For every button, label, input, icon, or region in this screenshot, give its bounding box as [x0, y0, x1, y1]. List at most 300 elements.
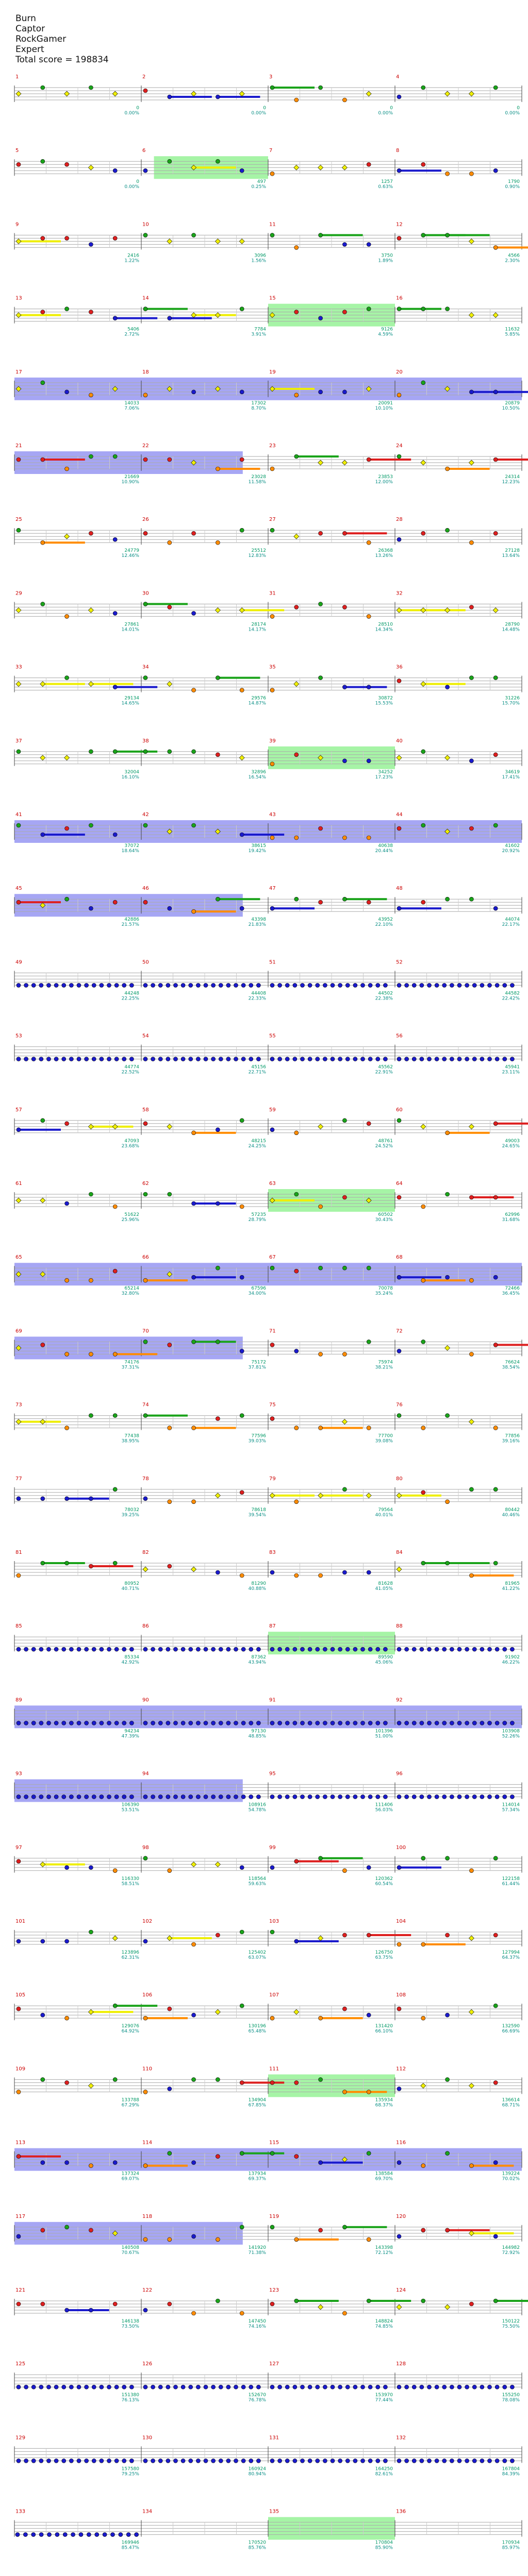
note-gem: [469, 1352, 473, 1356]
measure-score: 11632: [505, 327, 520, 332]
note-gem: [435, 983, 439, 987]
note-gem: [41, 1939, 45, 1943]
note-gem: [480, 983, 484, 987]
note-gem: [65, 614, 69, 618]
note-gem: [405, 1721, 409, 1725]
note-gem: [446, 307, 450, 311]
note-gem: [189, 1057, 193, 1061]
note-gem: [427, 1795, 432, 1799]
note-gem: [342, 2007, 346, 2011]
measure-score-percent: 24.65%: [502, 1143, 520, 1149]
staff-row: [14, 1992, 522, 2034]
measure-number: 86: [142, 1623, 149, 1630]
measure-score: 62996: [505, 1212, 520, 1217]
note-gem: [114, 1057, 119, 1061]
note-gem: [294, 310, 299, 314]
measure-score: 60502: [378, 1212, 393, 1217]
measure-score-percent: 22.38%: [375, 996, 393, 1002]
measure-score: 28510: [378, 622, 393, 628]
measure-number: 122: [142, 2287, 153, 2293]
note-gem: [89, 242, 93, 246]
note-gem: [168, 1500, 172, 1504]
note-gem: [143, 1122, 147, 1126]
note-gem: [92, 1057, 96, 1061]
staff-row: [14, 1181, 522, 1223]
note-gem: [294, 605, 299, 609]
note-gem: [338, 1057, 342, 1061]
note-gem: [234, 2385, 238, 2389]
sustain-tail: [115, 686, 157, 688]
measure-score: 20091: [378, 400, 393, 406]
note-gem: [192, 611, 196, 615]
note-gem: [240, 390, 244, 394]
note-gem: [65, 2308, 69, 2312]
note-gem: [323, 2459, 327, 2463]
sustain-tail: [194, 1202, 236, 1205]
note-gem: [168, 1426, 172, 1430]
note-gem: [143, 1192, 147, 1196]
note-gem: [367, 1426, 371, 1430]
note-gem: [278, 2459, 282, 2463]
measure-score: 147450: [248, 2319, 266, 2324]
measure-number: 131: [269, 2435, 279, 2441]
note-gem: [41, 1118, 45, 1123]
note-gem: [92, 2459, 96, 2463]
measure-number: 21: [15, 443, 22, 449]
sustain-tail: [115, 751, 157, 753]
measure-score: 38615: [251, 843, 266, 849]
note-gem: [65, 2016, 69, 2020]
measure-score-percent: 40.01%: [375, 1512, 393, 1518]
measure-number: 116: [396, 2140, 406, 2146]
note-gem: [192, 233, 196, 237]
note-gem: [278, 1057, 282, 1061]
note-yellow: [421, 607, 426, 613]
note-gem: [353, 1057, 357, 1061]
note-gem: [122, 1057, 126, 1061]
note-gem: [92, 1721, 96, 1725]
sustain-tail: [194, 1276, 236, 1278]
note-gem: [192, 1201, 196, 1206]
note-gem: [192, 1500, 196, 1504]
note-gem: [256, 1057, 260, 1061]
measure-score: 44774: [124, 1064, 139, 1070]
note-gem: [143, 457, 147, 462]
note-gem: [421, 381, 425, 385]
sustain-tail: [218, 468, 260, 470]
note-gem: [241, 2459, 245, 2463]
measure-number: 8: [396, 148, 400, 154]
note-blue: [111, 2533, 115, 2537]
note-gem: [397, 307, 401, 311]
measure-score: 25512: [251, 548, 266, 554]
note-gem: [331, 2385, 335, 2389]
note-gem: [278, 1647, 282, 1651]
note-gem: [240, 2225, 244, 2229]
note-gem: [143, 1647, 147, 1651]
note-gem: [323, 1795, 327, 1799]
note-gem: [174, 1647, 178, 1651]
measure-score: 9126: [381, 327, 393, 332]
note-gem: [319, 676, 323, 680]
note-gem: [189, 1795, 193, 1799]
note-gem: [62, 2385, 66, 2389]
note-yellow: [112, 91, 118, 96]
note-gem: [308, 1647, 312, 1651]
note-gem: [41, 159, 45, 163]
measure-number: 108: [396, 1992, 406, 1998]
note-gem: [151, 2459, 155, 2463]
note-gem: [69, 1721, 73, 1725]
note-gem: [469, 390, 473, 394]
note-gem: [421, 1278, 425, 1282]
note-gem: [240, 2311, 244, 2315]
note-gem: [421, 750, 425, 754]
measure-score-percent: 0.00%: [124, 184, 139, 190]
measure-score-percent: 28.79%: [248, 1217, 266, 1223]
measure-number: 34: [142, 664, 149, 670]
note-gem: [397, 679, 401, 683]
measure-number: 74: [142, 1402, 149, 1408]
note-gem: [100, 2385, 104, 2389]
song-instrument: RockGamer: [15, 34, 67, 44]
measure-score: 76624: [505, 1360, 520, 1365]
note-yellow: [469, 1419, 474, 1425]
note-gem: [100, 2459, 104, 2463]
note-gem: [181, 1721, 185, 1725]
sustain-tail: [423, 1943, 466, 1945]
note-gem: [488, 2385, 492, 2389]
measure-score-percent: 10.50%: [502, 405, 520, 411]
staff-row: [14, 1550, 522, 1591]
measure-score-percent: 38.54%: [502, 1365, 520, 1370]
measure-number: 65: [15, 1255, 22, 1261]
measure-score-percent: 61.44%: [502, 1881, 520, 1887]
measure-score-percent: 11.58%: [248, 480, 266, 485]
note-gem: [285, 1647, 289, 1651]
note-gem: [488, 2459, 492, 2463]
note-gem: [100, 1721, 104, 1725]
note-gem: [421, 1942, 425, 1946]
note-gem: [77, 2385, 81, 2389]
note-gem: [192, 1340, 196, 1344]
note-gem: [308, 983, 312, 987]
note-gem: [89, 2164, 93, 2168]
note-gem: [234, 1721, 238, 1725]
note-gem: [368, 2385, 372, 2389]
note-gem: [397, 1118, 401, 1123]
note-gem: [294, 753, 299, 757]
note-gem: [211, 2385, 216, 2389]
note-gem: [323, 1721, 327, 1725]
note-gem: [270, 2151, 274, 2156]
note-gem: [89, 1564, 93, 1568]
note-gem: [405, 983, 409, 987]
note-gem: [241, 1795, 245, 1799]
note-gem: [216, 1570, 220, 1574]
note-gem: [376, 1721, 380, 1725]
note-gem: [397, 2161, 401, 2165]
note-gem: [256, 2385, 260, 2389]
note-gem: [308, 1795, 312, 1799]
note-gem: [143, 2308, 147, 2312]
note-gem: [89, 1192, 93, 1196]
note-yellow: [239, 755, 244, 760]
note-gem: [510, 983, 514, 987]
note-gem: [129, 1647, 134, 1651]
note-gem: [294, 836, 299, 840]
note-gem: [342, 836, 346, 840]
note-gem: [493, 753, 498, 757]
note-gem: [143, 1057, 147, 1061]
measure-score: 23028: [251, 474, 266, 480]
note-gem: [397, 2385, 401, 2389]
note-gem: [143, 1795, 147, 1799]
note-gem: [469, 1487, 473, 1492]
note-gem: [421, 900, 425, 904]
staff-row: [14, 590, 522, 632]
total-score: Total score = 198834: [15, 55, 109, 65]
measure-score: 111406: [375, 1802, 393, 1808]
note-gem: [342, 1933, 346, 1937]
note-gem: [397, 2459, 401, 2463]
note-gem: [168, 95, 172, 99]
measure-score: 72466: [505, 1286, 520, 1292]
note-gem: [367, 836, 371, 840]
note-gem: [472, 983, 476, 987]
note-gem: [301, 1057, 305, 1061]
note-yellow: [40, 682, 45, 687]
note-gem: [143, 2090, 147, 2094]
note-gem: [323, 1647, 327, 1651]
note-gem: [412, 1057, 416, 1061]
note-gem: [323, 2385, 327, 2389]
sustain-tail: [448, 234, 490, 236]
measure-score: 40638: [378, 843, 393, 849]
song-difficulty: Expert: [15, 44, 44, 55]
note-gem: [107, 1795, 111, 1799]
note-gem: [181, 1647, 185, 1651]
measure-number: 79: [269, 1476, 276, 1482]
note-gem: [285, 983, 289, 987]
measure-number: 32: [396, 590, 403, 597]
measure-score: 3750: [381, 253, 393, 259]
sustain-tail: [91, 2011, 133, 2013]
note-gem: [294, 2238, 299, 2242]
measure-score: 44582: [505, 991, 520, 996]
note-gem: [397, 537, 401, 541]
note-gem: [16, 2090, 21, 2094]
note-gem: [469, 1278, 473, 1282]
note-gem: [256, 1721, 260, 1725]
note-gem: [331, 1795, 335, 1799]
measure-number: 80: [396, 1476, 403, 1482]
note-gem: [469, 1195, 473, 1199]
note-gem: [41, 602, 45, 606]
note-gem: [65, 1278, 69, 1282]
note-gem: [446, 2077, 450, 2081]
note-gem: [151, 2385, 155, 2389]
note-gem: [65, 1497, 69, 1501]
note-gem: [92, 1795, 96, 1799]
measure-score: 146138: [121, 2319, 139, 2324]
measure-number: 129: [15, 2435, 26, 2441]
note-gem: [421, 1490, 425, 1495]
measure-number: 124: [396, 2287, 406, 2293]
note-gem: [16, 162, 21, 166]
note-gem: [113, 833, 117, 837]
note-gem: [158, 2459, 162, 2463]
note-gem: [446, 2013, 450, 2017]
sustain-tail: [496, 246, 528, 248]
note-gem: [240, 307, 244, 311]
note-gem: [367, 900, 371, 904]
measure-number: 2: [142, 74, 146, 80]
note-gem: [92, 1647, 96, 1651]
sustain-tail: [115, 2005, 157, 2007]
measure-score-percent: 39.16%: [502, 1438, 520, 1444]
note-gem: [342, 1195, 346, 1199]
note-gem: [361, 2385, 365, 2389]
note-yellow: [445, 91, 450, 96]
note-gem: [226, 1647, 230, 1651]
note-gem: [469, 826, 473, 831]
note-yellow: [16, 1198, 21, 1203]
sustain-tail: [344, 2091, 387, 2093]
measure-number: 24: [396, 443, 403, 449]
note-gem: [24, 2459, 28, 2463]
note-gem: [412, 1795, 416, 1799]
measure-score-percent: 0.63%: [378, 184, 393, 190]
note-gem: [493, 390, 498, 394]
sustain-tail: [218, 677, 260, 679]
note-gem: [189, 2459, 193, 2463]
note-gem: [412, 1647, 416, 1651]
measure-number: 88: [396, 1623, 403, 1630]
note-gem: [114, 983, 119, 987]
note-gem: [493, 531, 498, 535]
staff-row: [14, 148, 522, 190]
note-gem: [129, 2385, 134, 2389]
note-gem: [256, 1795, 260, 1799]
note-gem: [166, 2385, 170, 2389]
measure-number: 5: [15, 148, 19, 154]
note-gem: [421, 2016, 425, 2020]
note-gem: [421, 307, 425, 311]
measure-number: 29: [15, 590, 22, 597]
measure-score: 37072: [124, 843, 139, 849]
note-gem: [31, 1057, 36, 1061]
staff-row: [14, 2214, 522, 2256]
measure-score-percent: 40.88%: [248, 1586, 266, 1591]
note-gem: [488, 1647, 492, 1651]
note-gem: [65, 1939, 69, 1943]
sustain-tail: [272, 1199, 315, 1201]
note-gem: [331, 1057, 335, 1061]
note-gem: [189, 1721, 193, 1725]
measure-number: 26: [142, 517, 149, 523]
note-gem: [241, 1647, 245, 1651]
note-gem: [361, 1647, 365, 1651]
note-yellow: [16, 607, 21, 613]
note-gem: [89, 1497, 93, 1501]
note-yellow: [318, 1936, 323, 1941]
note-gem: [294, 393, 299, 397]
note-gem: [405, 1057, 409, 1061]
measure-score-percent: 8.70%: [251, 405, 266, 411]
measure-score: 78032: [124, 1507, 139, 1513]
measure-score-percent: 40.46%: [502, 1512, 520, 1518]
note-yellow: [40, 755, 45, 760]
measure-number: 73: [15, 1402, 22, 1408]
note-gem: [192, 750, 196, 754]
note-yellow: [493, 313, 498, 318]
note-yellow: [40, 1419, 45, 1425]
measure-number: 63: [269, 1181, 276, 1187]
measure-score-percent: 85.90%: [375, 2545, 393, 2551]
measure-number: 6: [142, 148, 146, 154]
note-gem: [446, 467, 450, 471]
note-gem: [342, 531, 346, 535]
measure-score: 45156: [251, 1064, 266, 1070]
note-gem: [122, 983, 126, 987]
measure-number: 9: [15, 222, 19, 228]
note-gem: [216, 159, 220, 163]
note-gem: [219, 1795, 223, 1799]
note-gem: [319, 233, 323, 237]
note-gem: [216, 753, 220, 757]
measure-score-percent: 37.31%: [121, 1365, 139, 1370]
note-gem: [270, 2302, 274, 2306]
note-gem: [240, 2151, 244, 2156]
note-gem: [446, 1275, 450, 1279]
measure-score: 23853: [378, 474, 393, 480]
note-gem: [493, 676, 498, 680]
note-gem: [151, 1721, 155, 1725]
note-gem: [122, 1721, 126, 1725]
measure-score: 116330: [121, 1876, 139, 1882]
note-gem: [16, 1859, 21, 1863]
note-gem: [226, 2459, 230, 2463]
note-gem: [143, 1939, 147, 1943]
note-gem: [39, 1057, 43, 1061]
note-gem: [204, 1795, 208, 1799]
note-gem: [397, 95, 401, 99]
note-gem: [256, 1647, 260, 1651]
sustain-tail: [321, 2017, 363, 2019]
note-blue: [15, 2533, 20, 2537]
measure-score-percent: 30.43%: [375, 1217, 393, 1223]
note-gem: [308, 2459, 312, 2463]
staff-row: [14, 1845, 522, 1887]
note-gem: [367, 242, 371, 246]
measure-number: 30: [142, 590, 149, 597]
measure-score-percent: 39.08%: [375, 1438, 393, 1444]
note-gem: [338, 2459, 342, 2463]
staff-row: [14, 665, 522, 706]
note-gem: [168, 750, 172, 754]
note-gem: [216, 95, 220, 99]
measure-number: 87: [269, 1623, 276, 1630]
measure-number: 110: [142, 2066, 153, 2072]
sustain-tail: [19, 314, 61, 316]
note-blue: [126, 2533, 130, 2537]
note-gem: [270, 906, 274, 910]
staff-row: [14, 959, 522, 1001]
note-gem: [114, 1721, 119, 1725]
note-gem: [196, 2459, 200, 2463]
note-gem: [39, 2385, 43, 2389]
